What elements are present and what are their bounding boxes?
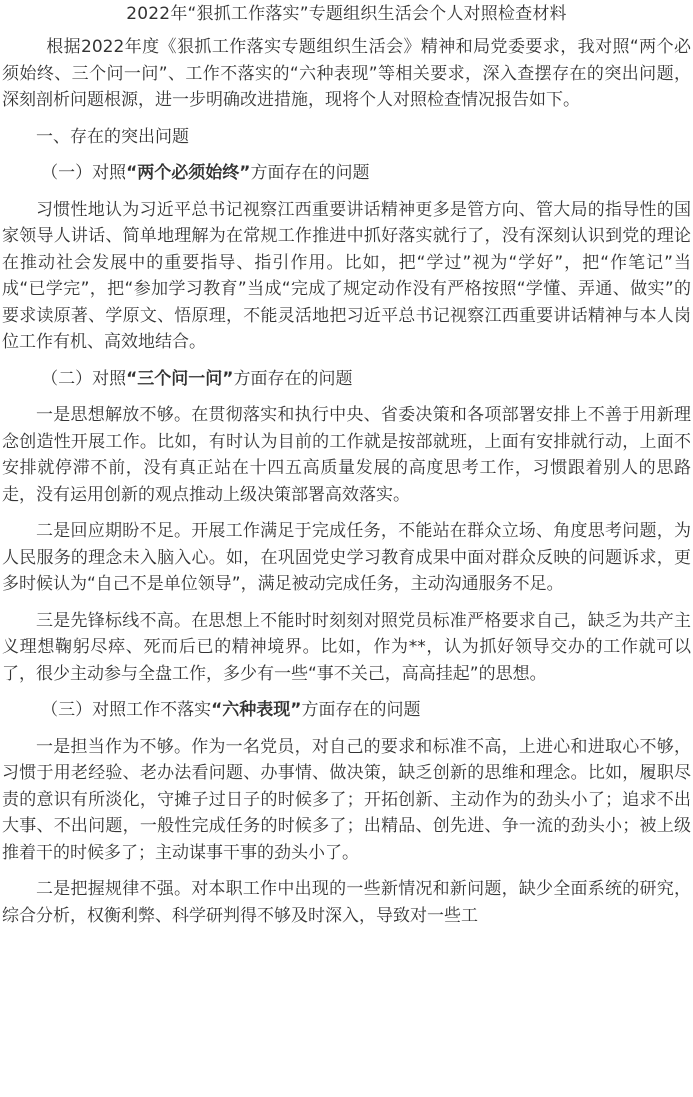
subsection-2-paragraph-1: 一是思想解放不够。在贯彻落实和执行中央、省委决策和各项部署安排上不善于用新理念创造性开展工作。比如，有时认为目前的工作就是按部就班，上面有安排就行动，上面不安排就停滞不前，没有真正站在十四五高质量发展的高度思考工作，习惯跟着别人的思路走，没有运用创新的观点推动上级决策部署高效落实。 <box>2 405 691 505</box>
subsection-3-suffix: 方面存在的问题 <box>301 700 421 720</box>
intro-paragraph: 根据2022年度《狠抓工作落实专题组织生活会》精神和局党委要求，我对照“两个必须始终、三个问一问”、工作不落实的“六种表现”等相关要求，深入查摆存在的突出问题，深刻剖析问题根源，进一步明确改进措施，现将个人对照检查情况报告如下。 <box>2 37 691 110</box>
subsection-heading-1 <box>2 160 691 187</box>
subsection-3-paragraph-2: 二是把握规律不强。对本职工作中出现的一些新情况和新问题，缺少全面系统的研究，综合分析，权衡利弊、科学研判得不够及时深入，导致对一些工 <box>2 879 691 926</box>
subsection-1-emphasis: “两个必须始终” <box>126 163 251 183</box>
subsection-3-paragraph-1: 一是担当作为不够。作为一名党员，对自己的要求和标准不高，上进心和进取心不够，习惯于用老经验、老办法看问题、办事情、做决策，缺乏创新的思维和理念。比如，履职尽责的意识有所淡化，守摊子过日子的时候多了；开拓创新、主动作为的劲头小了；追求不出大事、不出问题，一般性完成任务的时候多了；出精品、创先进、争一流的劲头小；被上级推着干的时候多了；主动谋事干事的劲头小了。 <box>2 736 691 863</box>
document-title: 2022年“狠抓工作落实”专题组织生活会个人对照检查材料 <box>126 4 567 24</box>
subsection-2-suffix: 方面存在的问题 <box>233 368 353 389</box>
section-heading-1: 一、存在的突出问题 <box>36 126 189 147</box>
subsection-1-body: 习惯性地认为习近平总书记视察江西重要讲话精神更多是管方向、管大局的指导性的国家领导人讲话、简单地理解为在常规工作推进中抓好落实就行了，没有深刻认识到党的理论在推动社会发展中的重要指导、指引作用。比如，把“学过”视为“学好”，把“作笔记”当成“已学完”，把“参加学习教育”当成“完成了规定动作没有严格按照“学懂、弄通、做实”的要求读原著、学原文、悟原理，不能灵活地把习近平总书记视察江西重要讲话精神与本人岗位工作有机、高效地结合。 <box>2 199 691 352</box>
subsection-heading-3 <box>2 697 691 724</box>
subsection-2-prefix: （二）对照 <box>41 368 127 389</box>
subsection-3-emphasis: “六种表现” <box>211 700 302 720</box>
subsection-2-paragraph-2: 二是回应期盼不足。开展工作满足于完成任务，不能站在群众立场、角度思考问题，为人民服务的理念未入脑入心。如，在巩固党史学习教育成果中面对群众反映的问题诉求，更多时候认为“自己不是单位领导”，满足被动完成任务，主动沟通服务不足。 <box>2 521 691 594</box>
subsection-2-paragraph-3: 三是先锋标线不高。在思想上不能时时刻刻对照党员标准严格要求自己，缺乏为共产主义理想鞠躬尽瘁、死而后已的精神境界。比如，作为**，认为抓好领导交办的工作就可以了，很少主动参与全盘工作，多少有一些“事不关己，高高挂起”的思想。 <box>2 610 691 684</box>
subsection-1-suffix: 方面存在的问题 <box>250 163 370 183</box>
subsection-1-prefix: （一）对照 <box>41 163 127 183</box>
subsection-heading-2 <box>2 366 691 393</box>
subsection-2-emphasis: “三个问一问” <box>126 368 234 389</box>
subsection-3-prefix: （三）对照工作不落实 <box>41 700 212 720</box>
